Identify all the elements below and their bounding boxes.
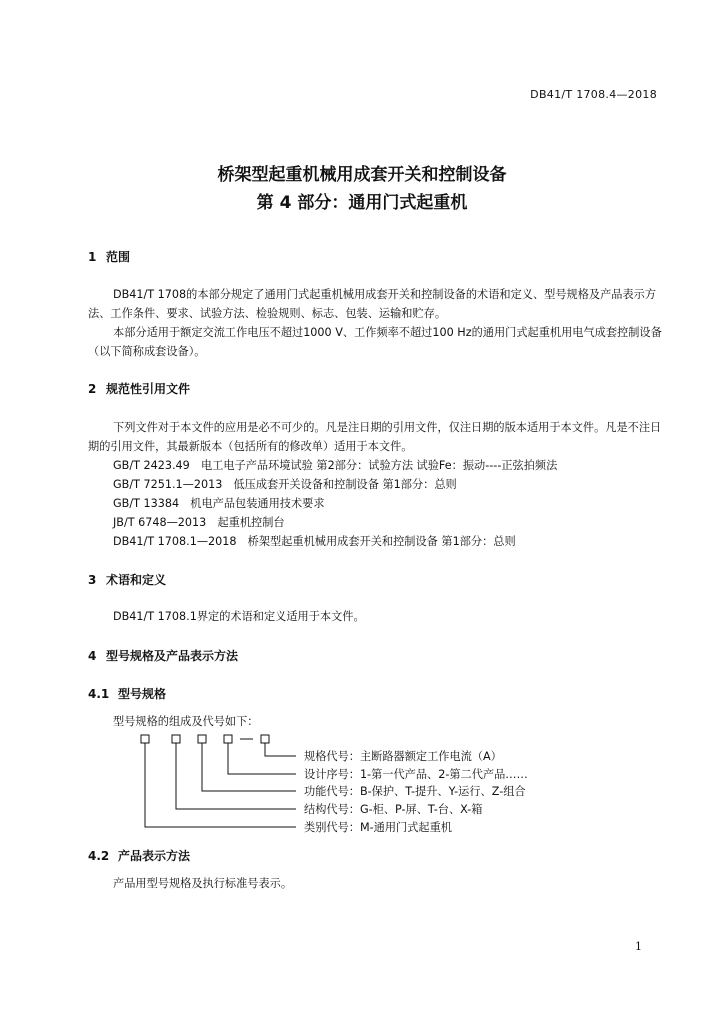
reference-item: DB41/T 1708.1—2018 桥架型起重机械用成套开关和控制设备 第1部分：总则 [113,535,516,548]
label-design-sequence-code: 设计序号：1-第一代产品、2-第二代产品…… [304,768,528,781]
reference-item: GB/T 13384 机电产品包装通用技术要求 [113,497,325,510]
leader-line-function [202,743,296,791]
page-number: 1 [635,940,642,953]
section-1-title: 范围 [106,250,131,264]
section-2-title: 规范性引用文件 [106,382,191,396]
model-code-intro: 型号规格的组成及代号如下： [113,715,259,728]
section-4-2-heading [88,847,190,864]
section-4-2-number: 4.2 [88,849,110,863]
code-box-design-sequence [224,735,232,743]
section-4-number: 4 [88,649,97,663]
section-4-1-number: 4.1 [88,687,110,701]
document-title-line1: 桥架型起重机械用成套开关和控制设备 [217,165,507,185]
code-box-function [198,735,206,743]
section-3-number: 3 [88,573,97,587]
section-2-number: 2 [88,382,97,396]
code-box-specification [261,735,269,743]
label-specification-code: 规格代号：主断路器额定工作电流（A） [304,750,502,763]
section-3-paragraph-1: DB41/T 1708.1界定的术语和定义适用于本文件。 [113,610,365,623]
section-4-2-title: 产品表示方法 [118,849,191,863]
reference-item: GB/T 7251.1—2013 低压成套开关设备和控制设备 第1部分：总则 [113,478,457,491]
document-title-line2: 第 4 部分：通用门式起重机 [256,193,468,213]
section-2-paragraph-1: 下列文件对于本文件的应用是必不可少的。凡是注日期的引用文件，仅注日期的版本适用于本文件。凡是不注日期的引用文件，其最新版本（包括所有的修改单）适用于本文件。 [88,421,662,453]
leader-line-structure [176,743,296,809]
code-box-structure [172,735,180,743]
section-4-2-paragraph-1: 产品用型号规格及执行标准号表示。 [113,877,293,890]
code-box-category [141,735,149,743]
section-4-1-title: 型号规格 [118,687,167,701]
leader-line-specification [265,743,296,756]
reference-item: JB/T 6748—2013 起重机控制台 [113,516,285,529]
leader-line-design-sequence [228,743,296,774]
section-3-title: 术语和定义 [106,573,167,587]
section-1-paragraph-1: DB41/T 1708的本部分规定了通用门式起重机械用成套开关和控制设备的术语和定义、型号规格及产品表示方法、工作条件、要求、试验方法、检验规则、标志、包装、运输和贮存。 [88,288,657,320]
section-1-number: 1 [88,250,97,264]
section-4-title: 型号规格及产品表示方法 [106,649,239,663]
label-function-code: 功能代号：B-保护、T-提升、Y-运行、Z-组合 [304,785,526,798]
section-1-paragraph-2: 本部分适用于额定交流工作电压不超过1000 V、工作频率不超过100 Hz的通用门式起重机用电气成套控制设备（以下简称成套设备）。 [88,326,662,358]
label-structure-code: 结构代号：G-柜、P-屏、T-台、X-箱 [304,803,483,816]
reference-item: GB/T 2423.49 电工电子产品环境试验 第2部分：试验方法 试验Fe：振动----正弦拍频法 [113,459,558,472]
standard-code-header: DB41/T 1708.4—2018 [530,88,657,101]
label-category-code: 类别代号：M-通用门式起重机 [304,821,452,834]
